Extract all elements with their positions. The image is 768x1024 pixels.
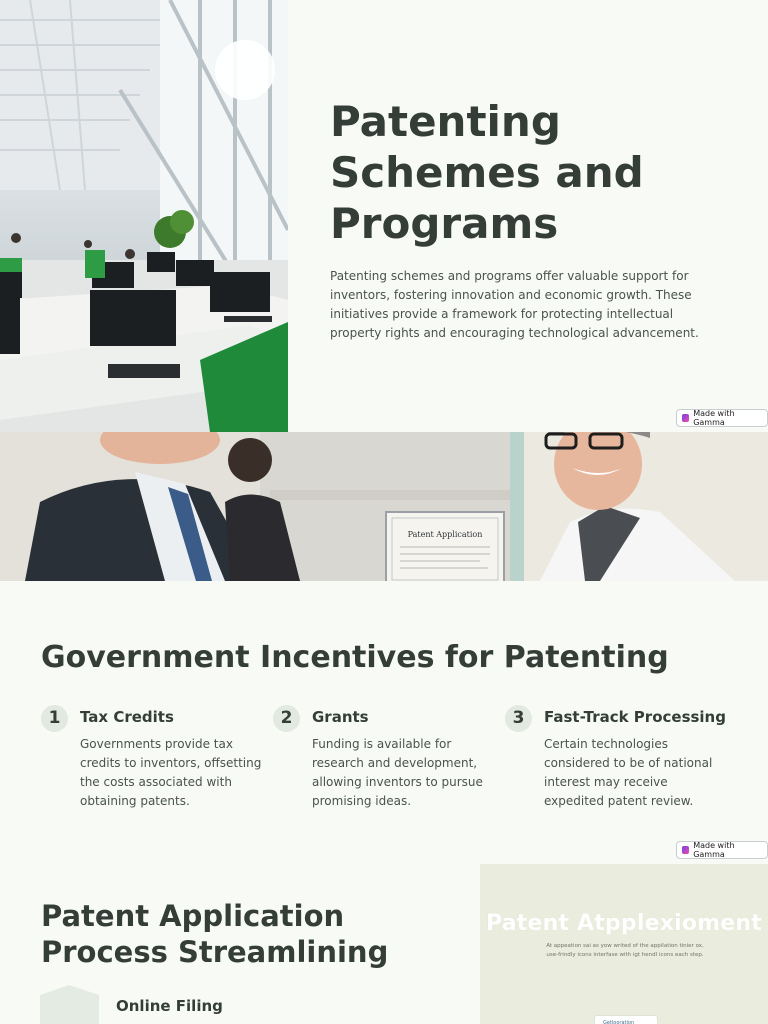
banner-illustration <box>0 432 768 581</box>
office-illustration <box>0 0 288 432</box>
preview-title: Patent Atpplexioment <box>485 911 763 936</box>
incentive-heading: Fast-Track Processing <box>544 708 726 726</box>
made-with-gamma-badge[interactable] <box>676 841 768 859</box>
incentive-heading: Grants <box>312 708 369 726</box>
preview-chip: Getlooration <box>594 1015 658 1024</box>
process-step-label: Online Filing <box>116 997 223 1015</box>
step-number-circle: 1 <box>41 705 68 732</box>
badge-label: Made with Gamma <box>693 409 735 427</box>
badge-label: Made with Gamma <box>693 841 735 859</box>
step-number-circle: 2 <box>273 705 300 732</box>
patent-certificate-photo <box>0 432 768 581</box>
gamma-logo-icon <box>682 414 689 422</box>
incentive-description: Governments provide tax credits to inventors, offsetting the costs associated with obtaining patents. <box>80 737 262 808</box>
slide-process-title: Patent Application Process Streamlining <box>41 899 389 969</box>
step-number-circle: 3 <box>505 705 532 732</box>
preview-subtitle: At appeation sai as yow writed of the appilation tinier ox, use-frindly icons interfase with igt hendl icons each step. <box>546 943 704 958</box>
incentive-description: Funding is available for research and development, allowing inventors to pursue promising ideas. <box>312 737 483 808</box>
slide-intro-title: Patenting Schemes and Programs <box>330 97 644 248</box>
incentive-description: Certain technologies considered to be of national interest may receive expedited patent review. <box>544 737 713 808</box>
chevron-step-marker <box>40 985 99 1024</box>
slide-incentives-title: Government Incentives for Patenting <box>41 640 669 675</box>
app-preview-image <box>480 864 768 1024</box>
slide-intro <box>0 0 768 432</box>
slide-intro-body: Patenting schemes and programs offer valuable support for inventors, fostering innovation and economic growth. These initiatives provide a framework for protecting intellectual property rights and encouraging technological advancement. <box>330 269 699 340</box>
incentive-heading: Tax Credits <box>80 708 174 726</box>
gamma-logo-icon <box>682 846 689 854</box>
slide-process <box>0 864 768 1024</box>
office-photo <box>0 0 288 432</box>
certificate-heading: Patent Application <box>407 530 483 539</box>
made-with-gamma-badge[interactable] <box>676 409 768 427</box>
